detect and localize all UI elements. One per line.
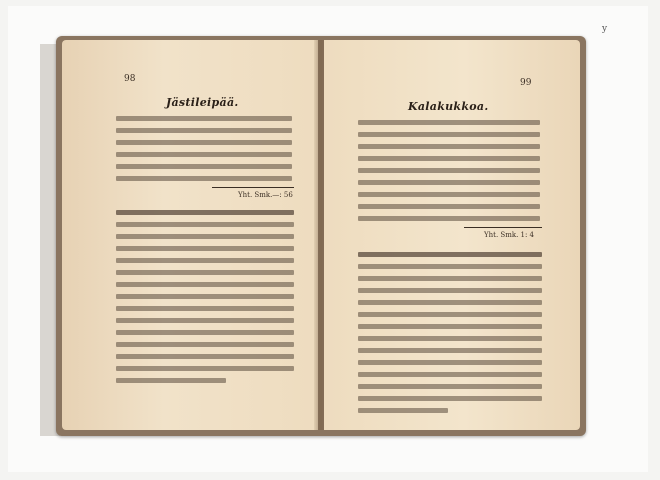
text-line xyxy=(358,372,542,377)
text-line xyxy=(116,306,294,311)
ingredient-line xyxy=(358,180,540,185)
ingredient-line xyxy=(116,116,292,121)
ingredient-line xyxy=(358,204,540,209)
text-line xyxy=(116,366,294,371)
right-total: Yht. Smk. 1: 4 xyxy=(484,231,535,239)
right-page-number: 99 xyxy=(520,78,532,88)
text-line xyxy=(116,294,294,299)
text-line xyxy=(358,300,542,305)
ingredient-line xyxy=(116,128,292,133)
left-page xyxy=(62,40,318,430)
ingredient-line xyxy=(116,176,292,181)
text-line xyxy=(116,354,294,359)
scan-mark: y xyxy=(602,24,608,34)
text-line xyxy=(116,342,294,347)
text-line xyxy=(116,234,294,239)
text-line xyxy=(116,330,294,335)
text-line xyxy=(358,264,542,269)
ingredient-line xyxy=(358,216,540,221)
ingredient-line xyxy=(358,192,540,197)
open-book xyxy=(56,36,586,436)
text-line xyxy=(358,312,542,317)
right-page-heading: Kalakukkoa. xyxy=(408,100,489,113)
left-page-number: 98 xyxy=(124,74,136,84)
text-line xyxy=(358,360,542,365)
ingredient-line xyxy=(116,152,292,157)
right-page xyxy=(324,40,580,430)
ingredient-line xyxy=(358,156,540,161)
text-line xyxy=(358,396,542,401)
text-line xyxy=(116,258,294,263)
ingredient-line xyxy=(358,168,540,173)
text-line xyxy=(358,336,542,341)
text-line xyxy=(116,378,226,383)
left-total: Yht. Smk.—: 56 xyxy=(238,191,293,199)
text-line xyxy=(358,324,542,329)
ingredient-line xyxy=(116,164,292,169)
left-page-heading: Jästileipää. xyxy=(166,96,239,109)
text-line xyxy=(116,270,294,275)
total-rule xyxy=(464,227,542,228)
text-line xyxy=(116,246,294,251)
text-line xyxy=(116,222,294,227)
ingredient-line xyxy=(358,144,540,149)
text-line xyxy=(358,348,542,353)
text-line xyxy=(116,210,294,215)
total-rule xyxy=(212,187,294,188)
ingredient-line xyxy=(358,132,540,137)
text-line xyxy=(116,282,294,287)
text-line xyxy=(358,276,542,281)
text-line xyxy=(116,318,294,323)
text-line xyxy=(358,408,448,413)
text-line xyxy=(358,384,542,389)
ingredient-line xyxy=(116,140,292,145)
text-line xyxy=(358,288,542,293)
text-line xyxy=(358,252,542,257)
ingredient-line xyxy=(358,120,540,125)
